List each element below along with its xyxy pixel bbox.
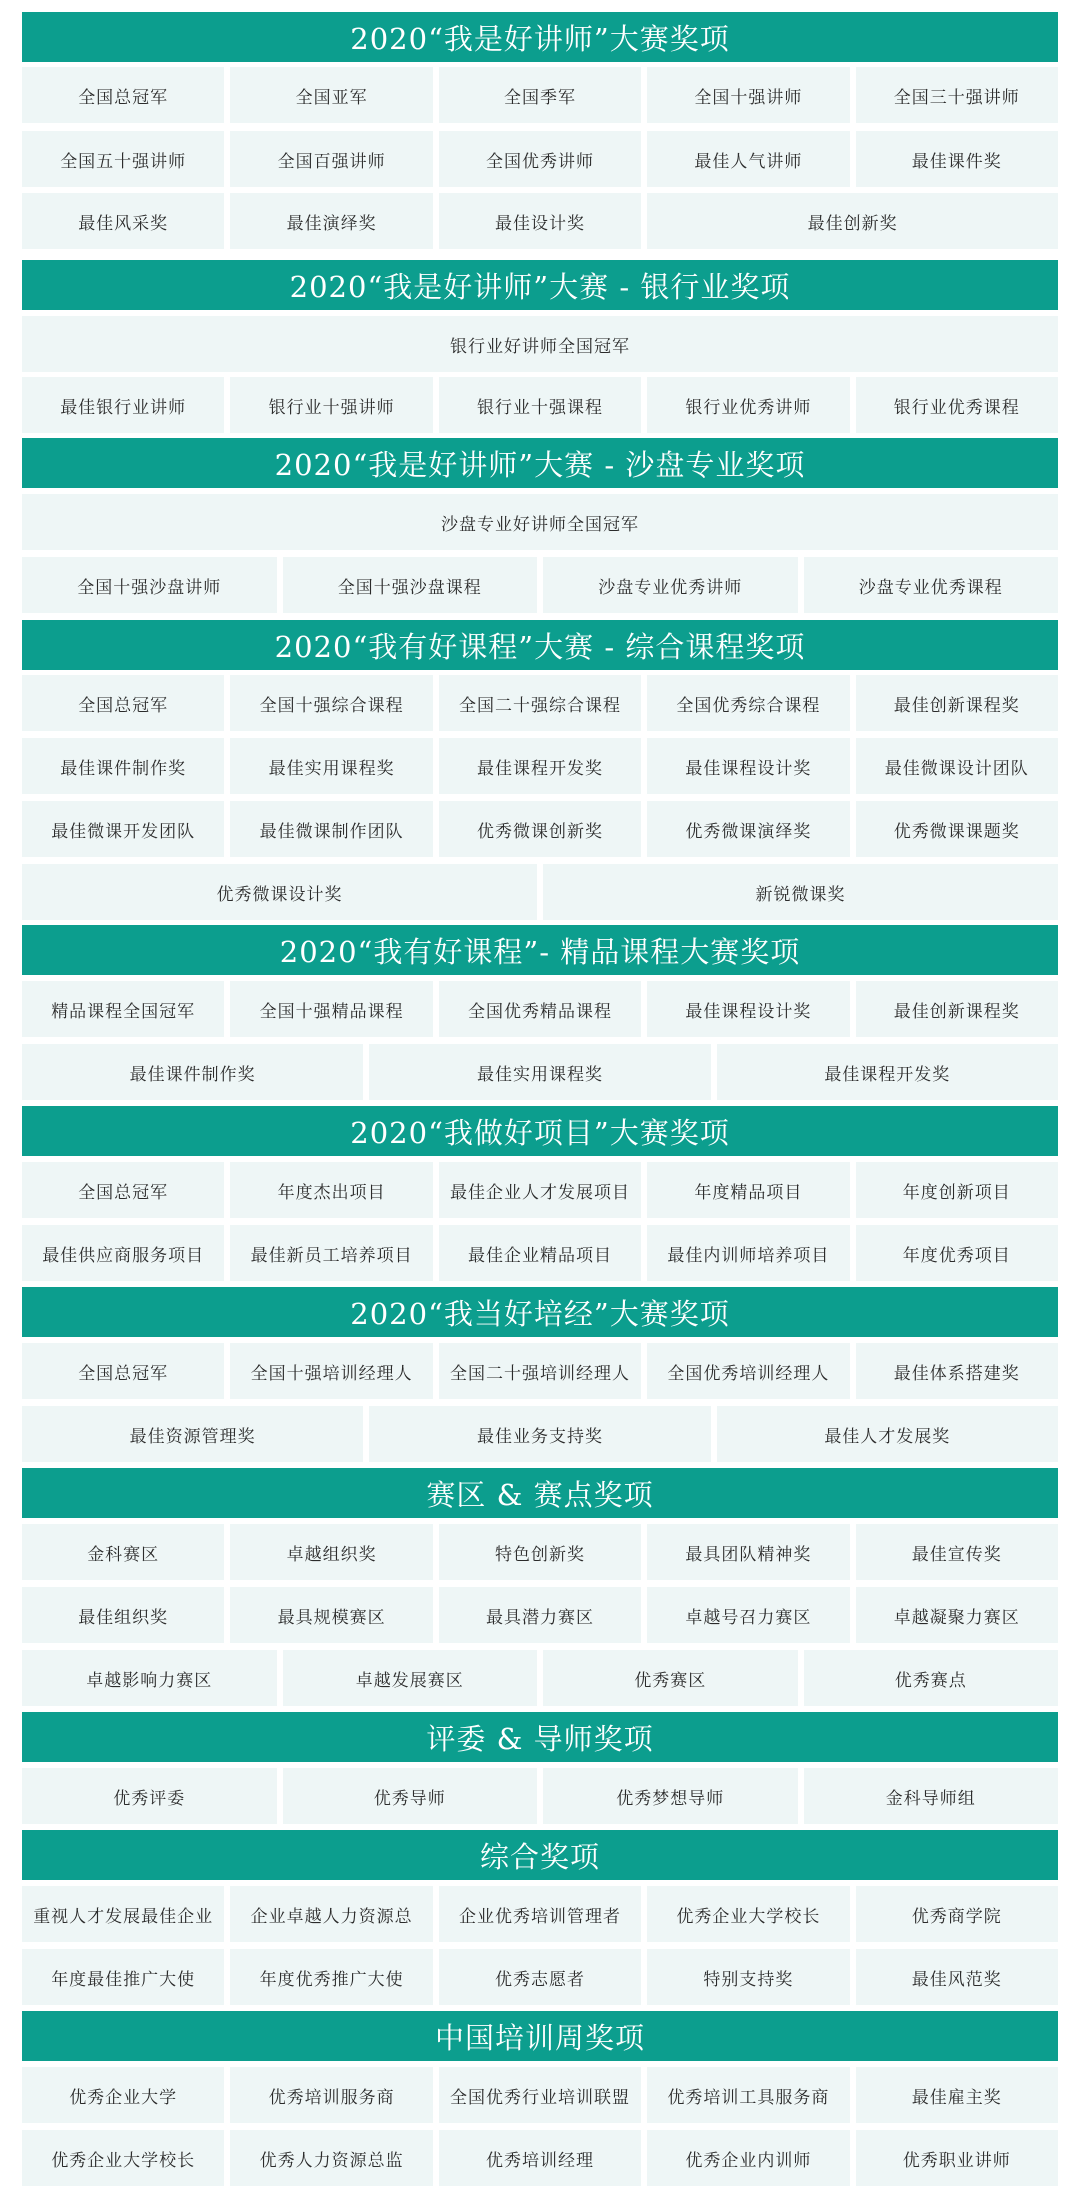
award-item: 优秀培训经理	[439, 2130, 641, 2186]
award-item: 全国二十强培训经理人	[439, 1343, 641, 1399]
award-item: 全国总冠军	[22, 1343, 224, 1399]
award-item: 最佳风采奖	[22, 193, 224, 249]
section-header: 中国培训周奖项	[22, 2011, 1058, 2061]
award-item: 重视人才发展最佳企业	[22, 1886, 224, 1942]
award-item: 优秀志愿者	[439, 1949, 641, 2005]
award-item: 最佳实用课程奖	[369, 1044, 710, 1100]
award-item: 优秀人力资源总监	[230, 2130, 432, 2186]
award-item: 银行业十强讲师	[230, 377, 432, 433]
award-item: 最佳企业精品项目	[439, 1225, 641, 1281]
award-item: 最佳微课设计团队	[856, 738, 1058, 794]
award-item: 全国十强沙盘讲师	[22, 557, 277, 613]
award-item: 优秀微课课题奖	[856, 801, 1058, 857]
award-item: 最佳体系搭建奖	[856, 1343, 1058, 1399]
section-header: 2020“我是好讲师”大赛奖项	[22, 12, 1058, 62]
award-item: 最佳业务支持奖	[369, 1406, 710, 1462]
award-item: 企业卓越人力资源总	[230, 1886, 432, 1942]
award-item: 优秀评委	[22, 1768, 277, 1824]
award-item: 银行业十强课程	[439, 377, 641, 433]
award-item: 最佳微课制作团队	[230, 801, 432, 857]
section-header: 2020“我当好培经”大赛奖项	[22, 1287, 1058, 1337]
award-item: 优秀赛点	[804, 1650, 1059, 1706]
award-item: 年度优秀项目	[856, 1225, 1058, 1281]
award-item: 最佳课件制作奖	[22, 738, 224, 794]
award-item: 全国百强讲师	[230, 131, 432, 187]
award-item: 年度精品项目	[647, 1162, 849, 1218]
award-item: 银行业优秀讲师	[647, 377, 849, 433]
award-item: 全国十强综合课程	[230, 675, 432, 731]
award-item: 全国五十强讲师	[22, 131, 224, 187]
award-item: 卓越凝聚力赛区	[856, 1587, 1058, 1643]
award-item: 最佳银行业讲师	[22, 377, 224, 433]
award-item: 全国十强讲师	[647, 67, 849, 123]
award-item: 最佳创新课程奖	[856, 981, 1058, 1037]
award-item: 优秀培训服务商	[230, 2067, 432, 2123]
award-item: 最佳设计奖	[439, 193, 641, 249]
section-header: 2020“我有好课程”- 精品课程大赛奖项	[22, 925, 1058, 975]
award-item: 沙盘专业好讲师全国冠军	[22, 494, 1058, 550]
award-item: 卓越号召力赛区	[647, 1587, 849, 1643]
award-item: 沙盘专业优秀课程	[804, 557, 1059, 613]
award-item: 优秀企业大学	[22, 2067, 224, 2123]
award-item: 全国总冠军	[22, 67, 224, 123]
section-header: 2020“我有好课程”大赛 - 综合课程奖项	[22, 620, 1058, 670]
award-item: 全国十强沙盘课程	[283, 557, 538, 613]
award-item: 全国十强精品课程	[230, 981, 432, 1037]
award-item: 最具规模赛区	[230, 1587, 432, 1643]
award-item: 最佳实用课程奖	[230, 738, 432, 794]
award-item: 最佳创新课程奖	[856, 675, 1058, 731]
award-item: 最佳风范奖	[856, 1949, 1058, 2005]
award-item: 最佳企业人才发展项目	[439, 1162, 641, 1218]
award-item: 卓越发展赛区	[283, 1650, 538, 1706]
award-item: 优秀商学院	[856, 1886, 1058, 1942]
award-item: 新锐微课奖	[543, 864, 1058, 920]
award-item: 年度杰出项目	[230, 1162, 432, 1218]
award-item: 优秀导师	[283, 1768, 538, 1824]
award-item: 最佳雇主奖	[856, 2067, 1058, 2123]
section-header: 评委 & 导师奖项	[22, 1712, 1058, 1762]
award-item: 银行业优秀课程	[856, 377, 1058, 433]
award-item: 全国优秀行业培训联盟	[439, 2067, 641, 2123]
award-item: 全国总冠军	[22, 675, 224, 731]
award-item: 全国优秀综合课程	[647, 675, 849, 731]
award-item: 最佳课程设计奖	[647, 981, 849, 1037]
award-item: 全国二十强综合课程	[439, 675, 641, 731]
award-item: 最佳课件制作奖	[22, 1044, 363, 1100]
award-item: 最具潜力赛区	[439, 1587, 641, 1643]
award-item: 卓越影响力赛区	[22, 1650, 277, 1706]
section-header: 综合奖项	[22, 1830, 1058, 1880]
award-item: 优秀企业大学校长	[22, 2130, 224, 2186]
award-item: 最佳资源管理奖	[22, 1406, 363, 1462]
award-item: 特别支持奖	[647, 1949, 849, 2005]
award-item: 最佳宣传奖	[856, 1524, 1058, 1580]
award-item: 优秀企业内训师	[647, 2130, 849, 2186]
award-item: 最佳创新奖	[647, 193, 1058, 249]
award-item: 优秀赛区	[543, 1650, 798, 1706]
section-header: 2020“我是好讲师”大赛 - 沙盘专业奖项	[22, 438, 1058, 488]
award-item: 最佳演绎奖	[230, 193, 432, 249]
award-item: 优秀微课演绎奖	[647, 801, 849, 857]
award-item: 最佳供应商服务项目	[22, 1225, 224, 1281]
award-item: 优秀企业大学校长	[647, 1886, 849, 1942]
section-header: 2020“我做好项目”大赛奖项	[22, 1106, 1058, 1156]
award-item: 全国优秀精品课程	[439, 981, 641, 1037]
award-item: 优秀微课设计奖	[22, 864, 537, 920]
award-item: 最佳课件奖	[856, 131, 1058, 187]
award-item: 最佳课程开发奖	[439, 738, 641, 794]
award-item: 特色创新奖	[439, 1524, 641, 1580]
award-item: 全国优秀培训经理人	[647, 1343, 849, 1399]
award-item: 优秀梦想导师	[543, 1768, 798, 1824]
award-item: 最佳人气讲师	[647, 131, 849, 187]
award-item: 金科导师组	[804, 1768, 1059, 1824]
award-item: 银行业好讲师全国冠军	[22, 316, 1058, 372]
award-item: 优秀微课创新奖	[439, 801, 641, 857]
award-item: 最佳新员工培养项目	[230, 1225, 432, 1281]
award-item: 最佳课程设计奖	[647, 738, 849, 794]
award-item: 最佳课程开发奖	[717, 1044, 1058, 1100]
section-header: 赛区 & 赛点奖项	[22, 1468, 1058, 1518]
award-item: 全国总冠军	[22, 1162, 224, 1218]
award-item: 最佳人才发展奖	[717, 1406, 1058, 1462]
award-item: 全国季军	[439, 67, 641, 123]
award-item: 全国亚军	[230, 67, 432, 123]
award-item: 年度最佳推广大使	[22, 1949, 224, 2005]
award-item: 年度创新项目	[856, 1162, 1058, 1218]
award-item: 最佳组织奖	[22, 1587, 224, 1643]
award-item: 精品课程全国冠军	[22, 981, 224, 1037]
award-item: 最具团队精神奖	[647, 1524, 849, 1580]
section-header: 2020“我是好讲师”大赛 - 银行业奖项	[22, 260, 1058, 310]
award-item: 优秀培训工具服务商	[647, 2067, 849, 2123]
award-item: 全国三十强讲师	[856, 67, 1058, 123]
award-item: 最佳内训师培养项目	[647, 1225, 849, 1281]
award-item: 最佳微课开发团队	[22, 801, 224, 857]
award-item: 优秀职业讲师	[856, 2130, 1058, 2186]
award-item: 企业优秀培训管理者	[439, 1886, 641, 1942]
award-item: 年度优秀推广大使	[230, 1949, 432, 2005]
award-item: 全国十强培训经理人	[230, 1343, 432, 1399]
award-item: 沙盘专业优秀讲师	[543, 557, 798, 613]
award-item: 全国优秀讲师	[439, 131, 641, 187]
award-item: 金科赛区	[22, 1524, 224, 1580]
award-item: 卓越组织奖	[230, 1524, 432, 1580]
